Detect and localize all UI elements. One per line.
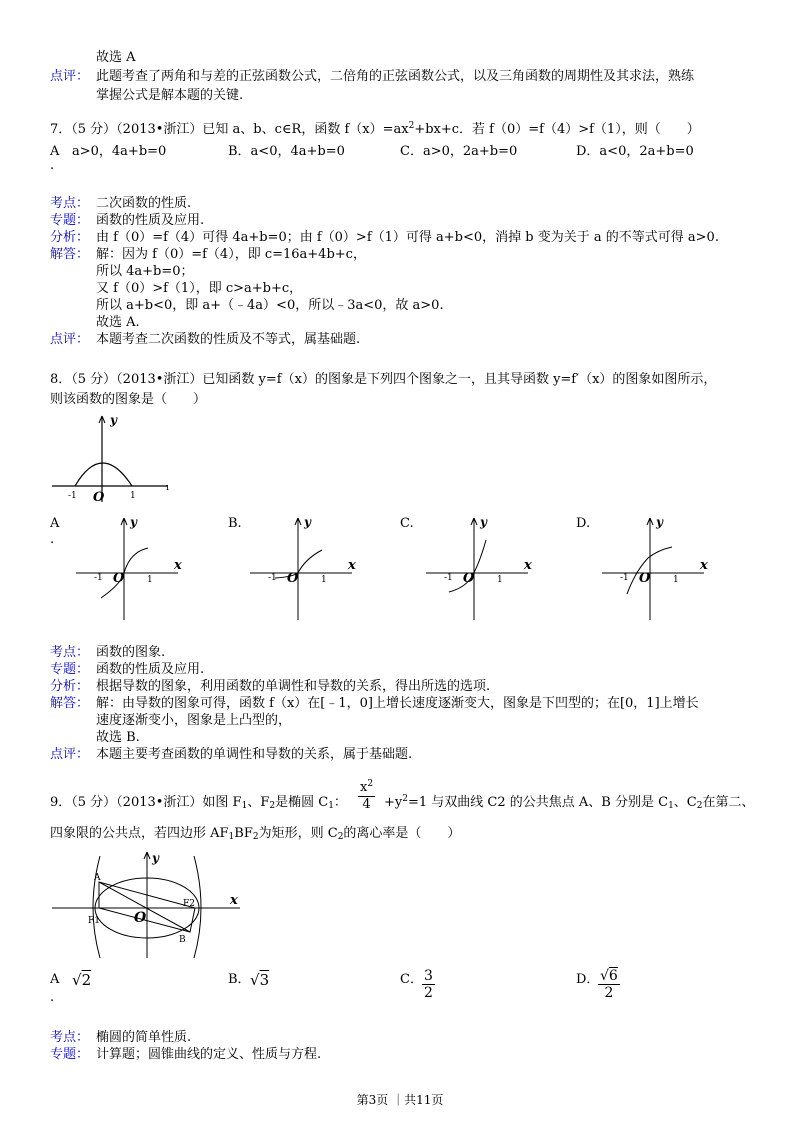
q9-stem-part-1: 9．（5 分）（2013•浙江）如图 $F_1$、$F_2$是椭圆 $C_1$： [50, 795, 347, 811]
q7-jieda-4: 所以 a+b<0，即 a+（﹣4a）<0，所以﹣3a<0，故 a>0. [96, 298, 444, 313]
f2-label: F2 [183, 899, 195, 909]
q9-option-c-value: $\frac{3}{2}$ [424, 968, 433, 1001]
origin-label: O [639, 571, 651, 586]
q9-ellipse-hyperbola-figure [50, 846, 250, 961]
comment-line-2: 掌握公式是解本题的关键. [96, 88, 244, 103]
q7-stem: 7．（5 分）（2013•浙江）已知 a、b、c∈R，函数 $f(x)=ax^2+bx+c$．若 f（0）=f（4）>f（1），则（ ） [50, 121, 700, 137]
q7-zhuanti: 函数的性质及应用. [96, 213, 205, 228]
prev-conclusion: 故选 A [96, 50, 136, 65]
y-label: y [110, 413, 117, 427]
y-label: y [130, 515, 137, 529]
q8-jieda-1: 解：由导数的图象可得，函数 f（x）在[﹣1，0]上增长速度逐渐变大，图象是下凹型的；在[0，1]上增长 [96, 696, 699, 711]
origin-label: O [113, 571, 125, 586]
origin-label: O [463, 571, 475, 586]
y-label: y [304, 515, 311, 529]
q8-dianping: 本题主要考查函数的单调性和导数的关系，属于基础题. [96, 747, 413, 762]
x-label: x [524, 558, 532, 573]
q7-option-d: D．a<0，2a+b=0 [576, 144, 694, 159]
q7-option-c: C．a>0，2a+b=0 [400, 144, 518, 159]
neg1-label: -1 [268, 573, 277, 583]
x-label: x [230, 893, 238, 908]
q7-kaodian-label: 考点： [50, 196, 90, 211]
q9-option-a-value: √2 [72, 971, 92, 989]
q8-option-a-letter: A [50, 516, 60, 531]
y-label: y [480, 515, 487, 529]
comment-label: 点评： [50, 69, 90, 84]
q8-kaodian-label: 考点： [50, 645, 90, 660]
q9-option-b-value: √3 [250, 971, 270, 989]
neg1-label: -1 [444, 573, 453, 583]
q9-option-b-label: B． [228, 972, 251, 987]
q9-option-d-value: $\frac{√6}{2}$ [600, 968, 618, 1001]
q7-jieda-2: 所以 4a+b=0； [96, 264, 194, 279]
origin-label: O [134, 910, 147, 926]
q7-option-a-letter: A [50, 144, 60, 159]
q7-option-b: B．a<0，4a+b=0 [228, 144, 345, 159]
q8-option-a-graph [74, 510, 194, 622]
q9-option-d-label: D． [576, 972, 600, 987]
q7-jieda-3: 又 f（0）>f（1），即 c>a+b+c， [96, 281, 303, 296]
q8-option-d: D. [576, 516, 591, 531]
q9-stem-part-2: $+y^2=1$ 与双曲线 C2 的公共焦点 A、B 分别是 $C_1$、$C_2$在第二、 [384, 794, 755, 811]
origin-label: O [287, 571, 299, 586]
q8-fenxi-label: 分析： [50, 679, 90, 694]
q9-fraction [358, 780, 375, 813]
q9-zhuanti: 计算题；圆锥曲线的定义、性质与方程. [96, 1047, 322, 1062]
page-footer: 第3页 ｜共11页 [356, 1093, 444, 1107]
q7-fenxi-label: 分析： [50, 230, 90, 245]
q7-kaodian: 二次函数的性质. [96, 196, 192, 211]
q9-kaodian-label: 考点： [50, 1030, 90, 1045]
q7-jieda-1: 解：因为 f（0）=f（4），即 c=16a+4b+c， [96, 247, 366, 262]
q9-option-a-letter: A [50, 972, 60, 987]
origin-label: O [93, 490, 105, 505]
q7-option-a-dot: . [50, 158, 55, 173]
q7-dianping-label: 点评： [50, 332, 90, 347]
q8-option-c: C. [400, 516, 414, 531]
q8-option-c-graph [424, 510, 544, 622]
q8-jieda-3: 故选 B. [96, 730, 140, 745]
hyperbola-right-branch [194, 856, 201, 958]
f1-label: F1 [88, 916, 100, 926]
x-label: x [348, 558, 356, 573]
q8-zhuanti-label: 专题： [50, 662, 90, 677]
neg1-label: -1 [68, 491, 77, 501]
q8-option-b-graph [248, 510, 368, 622]
q9-zhuanti-label: 专题： [50, 1047, 90, 1062]
q8-option-a-dot: . [50, 532, 55, 547]
q7-jieda-label: 解答： [50, 247, 90, 262]
neg1-label: -1 [94, 573, 103, 583]
one-label: 1 [321, 575, 327, 585]
q8-jieda-2: 速度逐渐变小，图象是上凸型的， [96, 713, 292, 728]
point-b-label: B [179, 935, 186, 945]
x-label: x [174, 558, 182, 573]
q8-jieda-label: 解答： [50, 696, 90, 711]
q7-option-a: a>0，4a+b=0 [72, 144, 167, 159]
derivative-curve [75, 463, 132, 486]
y-label: y [152, 851, 159, 865]
q8-derivative-graph [48, 410, 178, 505]
q7-jieda-5: 故选 A. [96, 315, 140, 330]
q7-dianping: 本题考查二次函数的性质及不等式，属基础题. [96, 332, 361, 347]
q8-stem-1: 8．（5 分）（2013•浙江）已知函数 y=f（x）的图象是下列四个图象之一，且其导函数 y=f′（x）的图象如图所示， [50, 372, 717, 387]
x-label: x [700, 558, 708, 573]
q9-option-a-dot: . [50, 990, 55, 1005]
y-label: y [656, 515, 663, 529]
q8-fenxi: 根据导数的图象，利用函数的单调性和导数的关系，得出所选的选项. [96, 679, 491, 694]
one-label: 1 [673, 575, 679, 585]
one-label: 1 [147, 575, 153, 585]
neg1-label: -1 [620, 573, 629, 583]
q9-fraction-numerator: $x^2$ [360, 779, 374, 795]
q8-stem-2: 则该函数的图象是（ ） [50, 392, 207, 407]
point-a-label: A [94, 873, 101, 883]
q8-option-d-graph [600, 510, 720, 622]
one-label: 1 [130, 491, 136, 501]
q8-kaodian: 函数的图象. [96, 645, 166, 660]
q9-kaodian: 椭圆的简单性质. [96, 1030, 192, 1045]
one-label: 1 [497, 575, 503, 585]
q8-dianping-label: 点评： [50, 747, 90, 762]
q7-zhuanti-label: 专题： [50, 213, 90, 228]
q9-stem-line-2: 四象限的公共点，若四边形 $AF_1BF_2$为矩形，则 $C_2$的离心率是（ ） [50, 826, 461, 842]
q8-zhuanti: 函数的性质及应用. [96, 662, 205, 677]
x-tick-mark: ı [166, 483, 169, 493]
q7-fenxi: 由 f（0）=f（4）可得 4a+b=0；由 f（0）>f（1）可得 a+b<0，消掉 b 变为关于 a 的不等式可得 a>0. [96, 230, 719, 245]
q9-option-c-label: C． [400, 972, 423, 987]
q9-fraction-denominator: 4 [362, 797, 371, 812]
q8-option-b: B. [228, 516, 242, 531]
comment-line-1: 此题考查了两角和与差的正弦函数公式，二倍角的正弦函数公式，以及三角函数的周期性及其求法，熟练 [96, 69, 695, 84]
